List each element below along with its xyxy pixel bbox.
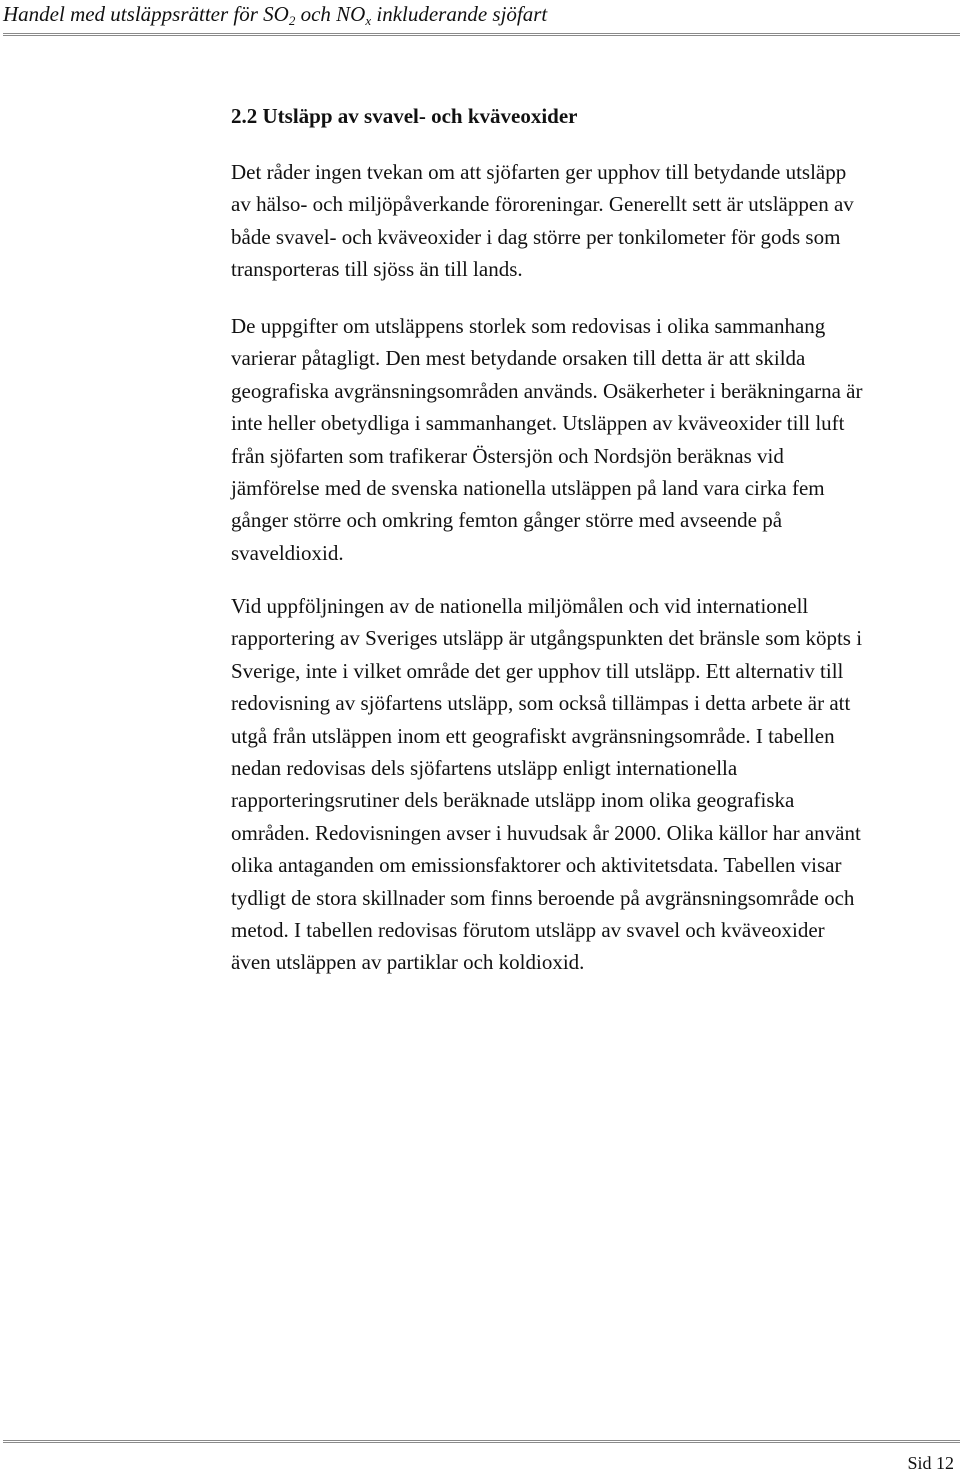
footer-divider	[3, 1440, 960, 1443]
paragraph-line: varierar påtagligt. Den mest betydande orsaken till detta är att skilda	[231, 346, 806, 371]
paragraph-line: redovisning av sjöfartens utsläpp, som också tillämpas i detta arbete är att	[231, 691, 851, 716]
running-header	[3, 0, 547, 28]
paragraph-line: rapportering av Sveriges utsläpp är utgångspunkten det bränsle som köpts i	[231, 626, 863, 651]
paragraph-line: transporteras till sjöss än till lands.	[231, 257, 523, 282]
paragraph-line: områden. Redovisningen avser i huvudsak år 2000. Olika källor har använt	[231, 820, 861, 845]
paragraph-line: De uppgifter om utsläppens storlek som redovisas i olika sammanhang	[231, 314, 826, 338]
paragraph-line: Vid uppföljningen av de nationella miljömålen och vid internationell	[231, 594, 809, 618]
section-heading: 2.2 Utsläpp av svavel- och kväveoxider	[231, 104, 578, 128]
page-content	[231, 100, 951, 975]
paragraph-line: från sjöfarten som trafikerar Östersjön och Nordsjön beräknas vid	[231, 443, 784, 468]
paragraph-line: Det råder ingen tvekan om att sjöfarten ger upphov till betydande utsläpp	[231, 160, 847, 184]
paragraph-line: tydligt de stora skillnader som finns beroende på avgränsningsområde och	[231, 885, 855, 910]
paragraph-line: både svavel- och kväveoxider i dag större per tonkilometer för gods som	[231, 224, 841, 249]
paragraph-line: nedan redovisas dels sjöfartens utsläpp enligt internationella	[231, 756, 738, 781]
header-title-part2: och NO	[295, 2, 366, 26]
paragraph-line: gånger större och omkring femton gånger större med avseende på	[231, 508, 783, 533]
paragraph-line: rapporteringsrutiner dels beräknade utsläpp inom olika geografiska	[231, 788, 795, 813]
header-title-part3: inkluderande sjöfart	[371, 2, 548, 26]
paragraph-line: geografiska avgränsningsområden används. Osäkerheter i beräkningarna är	[231, 378, 863, 403]
header-subscript-2: 2	[288, 13, 296, 28]
paragraph-line: inte heller obetydliga i sammanhanget. Utsläppen av kväveoxider till luft	[231, 411, 845, 436]
paragraph-line: jämförelse med de svenska nationella utsläppen på land vara cirka fem	[231, 476, 825, 501]
paragraph-line: Sverige, inte i vilket område det ger upphov till utsläpp. Ett alternativ till	[231, 658, 844, 683]
paragraph-line: metod. I tabellen redovisas förutom utsläpp av svavel och kväveoxider	[231, 918, 825, 943]
paragraph-2	[231, 310, 863, 569]
header-title-part1: Handel med utsläppsrätter för SO	[3, 2, 289, 26]
paragraph-line: av hälso- och miljöpåverkande föroreningar. Generellt sett är utsläppen av	[231, 192, 854, 217]
paragraph-line: olika antaganden om emissionsfaktorer och aktivitetsdata. Tabellen visar	[231, 853, 842, 878]
paragraph-line: utgå från utsläppen inom ett geografiskt avgränsningsområde. I tabellen	[231, 723, 835, 748]
header-divider	[3, 33, 960, 36]
paragraph-3	[231, 590, 862, 979]
paragraph-line: svaveldioxid.	[231, 540, 344, 565]
paragraph-line: även utsläppen av partiklar och koldioxid.	[231, 950, 585, 975]
paragraph-1	[231, 156, 854, 286]
header-subscript-x: x	[365, 13, 372, 28]
page-number: Sid 12	[907, 1453, 954, 1473]
